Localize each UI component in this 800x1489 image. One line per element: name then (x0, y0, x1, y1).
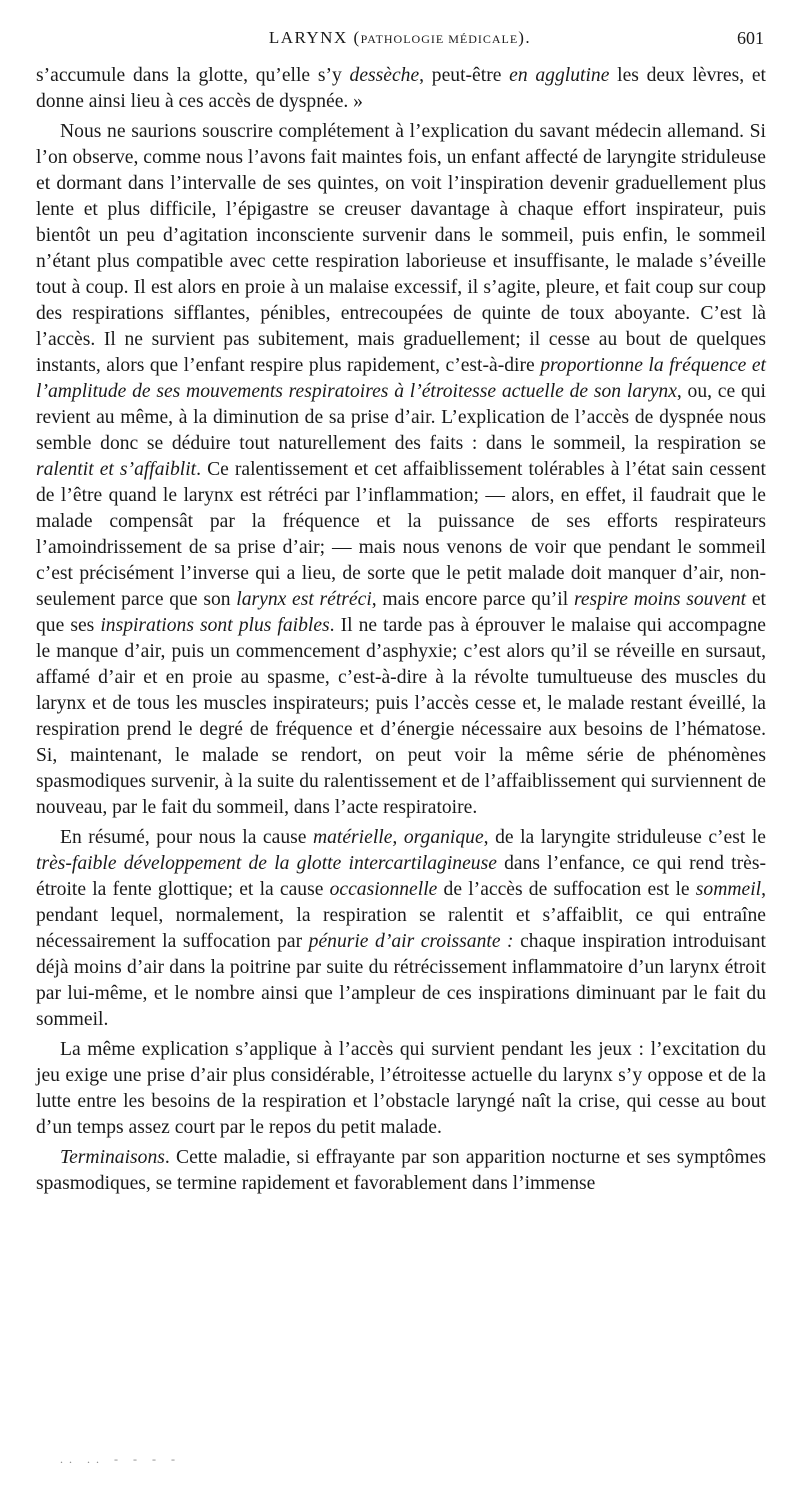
text-run: chaque inspiration introduisant déjà moins d’air dans la poitrine par suite du rétrécissement inflammatoire d’un larynx étroit par lui-même, et le nombre ainsi que l’ampleur de ces inspirations diminuant par le fait du sommeil. (36, 931, 766, 1030)
italic-text: respire moins souvent (573, 589, 747, 610)
text-run: , pendant lequel, normalement, la respiration se ralentit et s’affaiblit, ce qui entraîne nécessairement la suffocation par (36, 879, 766, 952)
text-run: Nous ne saurions souscrire complétement à l’explication du savant médecin allemand. Si l’on observe, comme nous l’avons fait maintes fois, un enfant affecté de laryngite striduleuse et dormant dans l’intervalle de ses quintes, on voit l’inspiration devenir graduellement plus lente et plus difficile, l’épigastre se creuser davantage à chaque effort inspirateur, puis bientôt un peu d’agitation inconsciente survenir dans le sommeil, puis enfin, le sommeil n’étant plus compatible avec cette respiration laborieuse et insuffisante, le malade s’éveille tout à coup. Il est alors en proie à un malaise excessif, il s’agite, pleure, et fait coup sur coup des respirations sifflantes, pénibles, entrecoupées de quinte de toux aboyante. C’est là l’accès. Il ne survient pas subitement, mais graduellement; il cesse au bout de quelques instants, alors que l’enfant respire plus rapidement, c’est-à-dire (36, 121, 766, 376)
text-run: , ou, ce qui revient au même, à la diminution de sa prise d’air. L’explication de l’accès de dyspnée nous semble donc se déduire tout naturellement des faits : dans le sommeil, la respiration se (36, 381, 766, 454)
italic-text: sommeil (695, 879, 762, 900)
body-text (36, 63, 766, 1197)
text-run: , mais encore parce qu’il (371, 589, 574, 610)
text-run: . Il ne tarde pas à éprouver le malaise qui accompagne le manque d’air, puis un commencement d’asphyxie; c’est alors qu’il se réveille en sursaut, affamé d’air et en proie au spasme, c’est-à-dire à la révolte tumultueuse des muscles du larynx et de tous les muscles inspirateurs; puis l’accès cesse et, le malade restant éveillé, la respiration prend le degré de fréquence et d’énergie nécessaire aux besoins de l’hématose. Si, maintenant, le malade se rendort, on peut voir la même série de phénomènes spasmodiques survenir, à la suite du ralentissement et de l’affaiblissement qui surviennent de nouveau, par le fait du sommeil, dans l’acte respiratoire. (36, 615, 766, 818)
italic-text: ralentit et s’affaiblit (36, 459, 197, 480)
footer-dots: .. .. - - - - (60, 1452, 181, 1466)
text-run: dans l’enfance, ce qui rend très-étroite la fente glottique; et la cause (36, 853, 766, 900)
paragraph-summary (36, 825, 766, 1033)
italic-text: en agglutine (509, 65, 610, 86)
text-run: . Ce ralentissement et cet affaiblissement tolérables à l’état sain cessent de l’être quand le larynx est rétréci par l’inflammation; — alors, en effet, il faudrait que le malade compensât par la fréquence et la puissance de ses efforts respirateurs l’amoindrissement de sa prise d’air; — mais nous venons de voir que pendant le sommeil c’est précisément l’inverse qui a lieu, de sorte que le petit malade doit manquer d’air, non-seulement parce que son (36, 459, 766, 610)
text-run: de l’accès de suffocation est le (437, 879, 696, 900)
text-run: . Cette maladie, si effrayante par son apparition nocturne et ses symptômes spasmodiques, se termine rapidement et favorablement dans l’immense (36, 1147, 766, 1194)
text-run: les deux lèvres, et donne ainsi lieu à ces accès de dyspnée. » (36, 65, 767, 112)
italic-text: matérielle, organique (312, 827, 484, 848)
text-run: , de la laryngite striduleuse c’est le (483, 827, 766, 848)
italic-text: proportionne la fréquence et l’amplitude de ses mouvements respiratoires à l’étroitesse actuelle de son larynx (36, 355, 766, 402)
paragraph-continuation (36, 63, 766, 115)
running-title-end: ). (518, 28, 532, 47)
text-run: et que ses (36, 589, 766, 636)
italic-text: larynx est rétréci (236, 589, 372, 610)
running-title-sub: PATHOLOGIE MÉDICALE (360, 32, 519, 46)
italic-text: pénurie d’air croissante : (308, 931, 514, 952)
running-header (36, 28, 764, 54)
running-title (36, 28, 764, 48)
text-run: , peut-être (419, 65, 510, 86)
text-run: En résumé, pour nous la cause (60, 827, 313, 848)
paragraph-explanation (36, 119, 766, 821)
paragraph-terminaisons (36, 1145, 766, 1197)
paragraph-games (36, 1037, 766, 1141)
italic-text: dessèche (349, 65, 420, 86)
running-title-main: LARYNX ( (268, 28, 361, 47)
text-run: La même explication s’applique à l’accès qui survient pendant les jeux : l’excitation du jeu exige une prise d’air plus considérable, l’étroitesse actuelle du larynx s’y oppose et de la lutte entre les besoins de la respiration et l’obstacle laryngé naît la crise, qui cesse au bout d’un temps assez court par le repos du petit malade. (36, 1039, 766, 1138)
italic-text: très-faible développement de la glotte intercartilagineuse (36, 853, 497, 874)
italic-text: Terminaisons (60, 1147, 165, 1168)
italic-text: inspirations sont plus faibles (100, 615, 330, 636)
text-run: s’accumule dans la glotte, qu’elle s’y (36, 65, 350, 86)
page-number: 601 (737, 28, 764, 48)
italic-text: occasionnelle (329, 879, 438, 900)
